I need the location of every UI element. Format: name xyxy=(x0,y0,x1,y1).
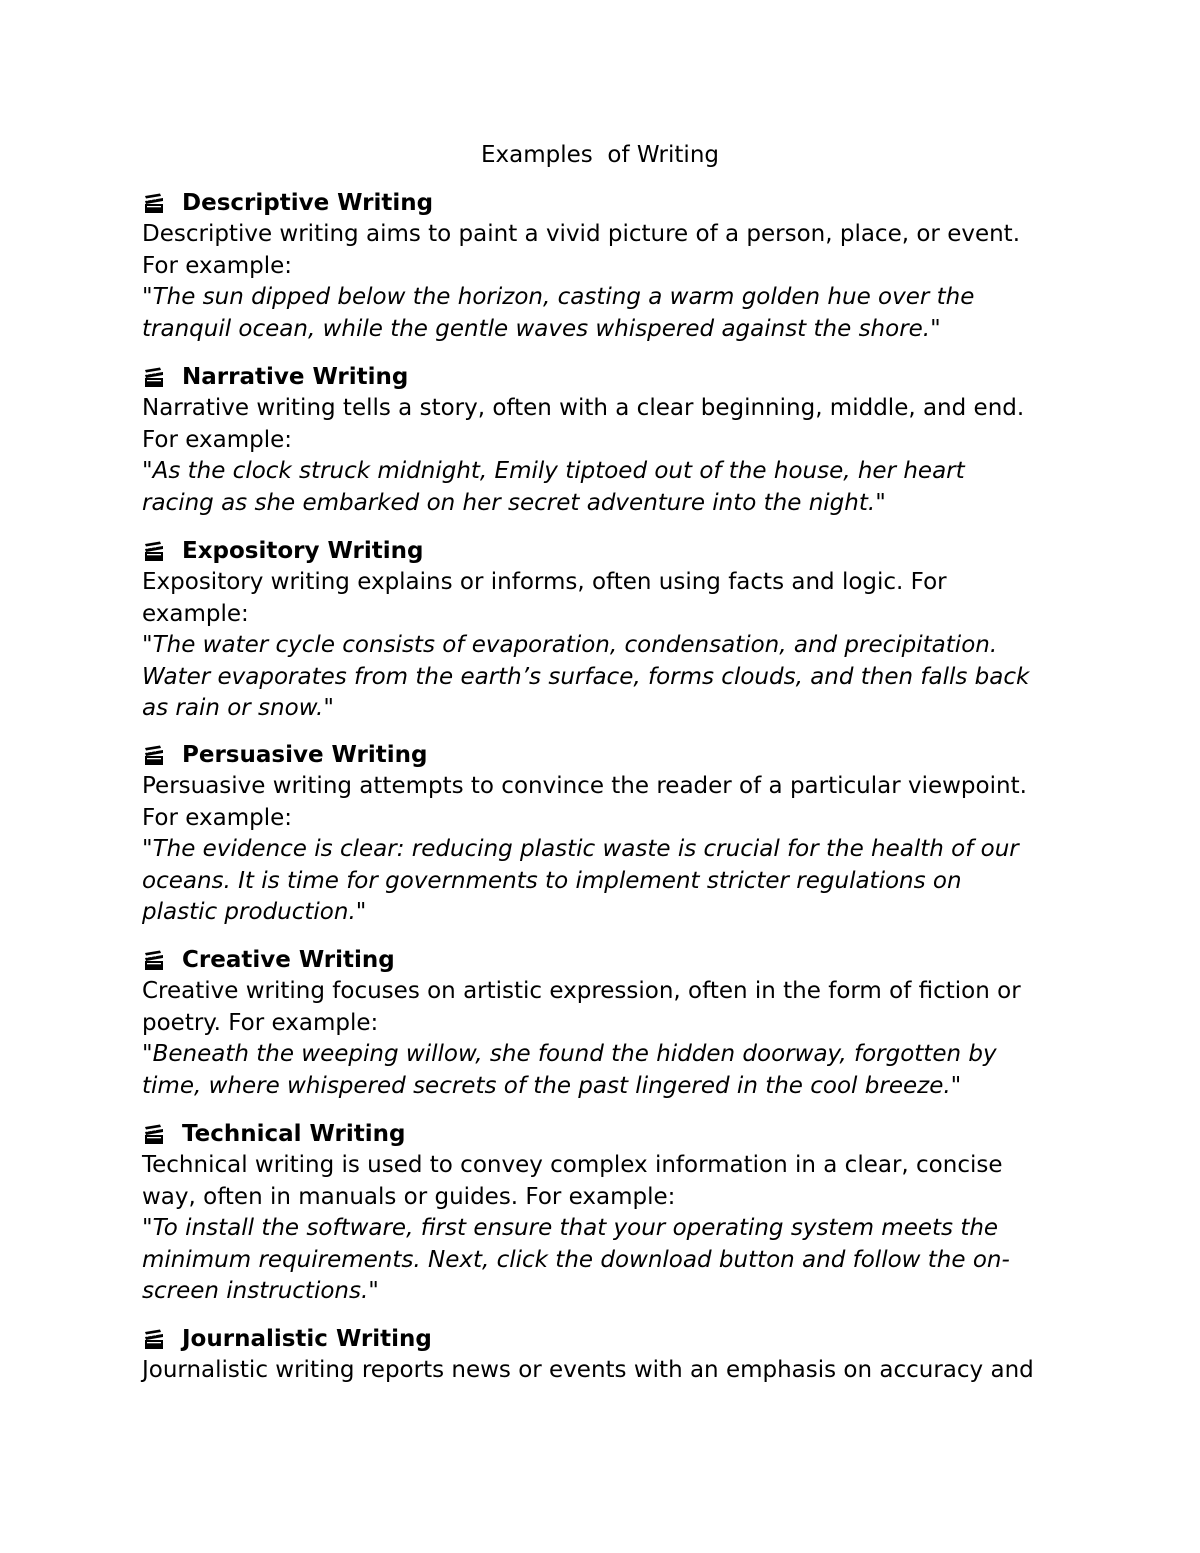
clapperboard-icon xyxy=(143,1328,165,1350)
example-quote-line xyxy=(142,1071,1072,1103)
clapperboard-icon xyxy=(143,1123,165,1145)
example-quote-text: as rain or snow. xyxy=(142,695,324,721)
clapperboard-icon xyxy=(143,192,165,214)
example-quote-text: minimum requirements. Next, click the download button and follow the on- xyxy=(142,1246,1010,1273)
description-line: Expository writing explains or informs, often using facts and logic. For xyxy=(142,569,947,595)
open-quote-mark: " xyxy=(142,284,153,310)
example-quote-line xyxy=(142,314,1072,346)
section-narrative-writing xyxy=(142,361,1072,519)
section-heading xyxy=(142,535,1072,567)
section-journalistic-writing xyxy=(142,1323,1072,1387)
example-quote-line xyxy=(142,1039,1072,1071)
description-line: poetry. For example: xyxy=(142,1009,379,1036)
example-quote-text: tranquil ocean, while the gentle waves whispered against the shore. xyxy=(142,315,931,342)
section-heading xyxy=(142,187,1072,219)
description-line: way, often in manuals or guides. For example: xyxy=(142,1183,676,1210)
section-heading-text: Descriptive Writing xyxy=(182,190,434,216)
close-quote-mark: " xyxy=(875,489,886,516)
close-quote-mark: " xyxy=(355,899,367,925)
section-technical-writing xyxy=(142,1118,1072,1308)
section-heading-text: Journalistic Writing xyxy=(182,1326,432,1352)
section-heading-text: Creative Writing xyxy=(182,947,395,973)
open-quote-mark: " xyxy=(142,458,153,484)
example-quote-text: time, where whispered secrets of the past lingered in the cool breeze. xyxy=(142,1072,951,1099)
example-quote-line xyxy=(142,1245,1072,1277)
example-quote-line xyxy=(142,834,1072,866)
description-line: Narrative writing tells a story, often with a clear beginning, middle, and end. xyxy=(142,395,1025,421)
example-quote-text: Water evaporates from the earth’s surface, forms clouds, and then falls back xyxy=(142,663,1030,690)
example-quote-text: Beneath the weeping willow, she found the hidden doorway, forgotten by xyxy=(152,1041,997,1067)
description-line: Journalistic writing reports news or events with an emphasis on accuracy and xyxy=(142,1357,1034,1383)
example-quote-line xyxy=(142,456,1072,488)
section-heading xyxy=(142,361,1072,393)
example-quote-text: racing as she embarked on her secret adventure into the night. xyxy=(142,489,876,516)
open-quote-mark: " xyxy=(142,836,153,862)
description-line: Creative writing focuses on artistic expression, often in the form of fiction or xyxy=(142,978,1021,1004)
example-quote-line xyxy=(142,1276,1072,1308)
open-quote-mark: " xyxy=(142,1215,153,1241)
section-heading-text: Narrative Writing xyxy=(182,364,409,390)
example-quote-text: The sun dipped below the horizon, casting a warm golden hue over the xyxy=(152,284,975,310)
section-heading xyxy=(142,1323,1072,1355)
section-heading xyxy=(142,944,1072,976)
section-heading-text: Technical Writing xyxy=(182,1121,406,1147)
example-quote-text: oceans. It is time for governments to implement stricter regulations on xyxy=(142,867,962,894)
section-heading xyxy=(142,1118,1072,1150)
description-line: Descriptive writing aims to paint a vivid picture of a person, place, or event. xyxy=(142,221,1021,247)
section-expository-writing xyxy=(142,535,1072,725)
clapperboard-icon xyxy=(143,744,165,766)
description-line: Persuasive writing attempts to convince the reader of a particular viewpoint. xyxy=(142,773,1027,799)
description-line: For example: xyxy=(142,426,292,453)
example-quote-text: plastic production. xyxy=(142,899,356,925)
description-line: example: xyxy=(142,600,249,627)
close-quote-mark: " xyxy=(323,695,334,721)
close-quote-mark: " xyxy=(368,1278,379,1304)
description-line: For example: xyxy=(142,804,292,831)
example-quote-line xyxy=(142,1213,1072,1245)
example-quote-text: As the clock struck midnight, Emily tiptoed out of the house, her heart xyxy=(152,458,965,484)
example-quote-line xyxy=(142,662,1072,694)
document-title: Examples of Writing xyxy=(480,142,719,168)
example-quote-line xyxy=(142,282,1072,314)
clapperboard-icon xyxy=(143,949,165,971)
example-quote-line xyxy=(142,488,1072,520)
section-descriptive-writing xyxy=(142,187,1072,345)
open-quote-mark: " xyxy=(142,1041,153,1067)
close-quote-mark: " xyxy=(930,315,941,342)
close-quote-mark: " xyxy=(950,1072,962,1099)
section-heading-text: Persuasive Writing xyxy=(182,742,428,768)
description-line: Technical writing is used to convey complex information in a clear, concise xyxy=(142,1152,1003,1178)
example-quote-text: The water cycle consists of evaporation, condensation, and precipitation. xyxy=(152,632,998,658)
example-quote-line xyxy=(142,693,1072,725)
clapperboard-icon xyxy=(143,366,165,388)
example-quote-line xyxy=(142,866,1072,898)
example-quote-text: To install the software, first ensure that your operating system meets the xyxy=(152,1215,999,1241)
section-heading-text: Expository Writing xyxy=(182,538,424,564)
section-heading xyxy=(142,739,1072,771)
section-persuasive-writing xyxy=(142,739,1072,929)
example-quote-line xyxy=(142,897,1072,929)
open-quote-mark: " xyxy=(142,632,153,658)
section-creative-writing xyxy=(142,944,1072,1102)
example-quote-line xyxy=(142,630,1072,662)
clapperboard-icon xyxy=(143,540,165,562)
example-quote-text: screen instructions. xyxy=(142,1278,369,1304)
description-line: For example: xyxy=(142,252,292,279)
example-quote-text: The evidence is clear: reducing plastic waste is crucial for the health of our xyxy=(152,836,1019,862)
